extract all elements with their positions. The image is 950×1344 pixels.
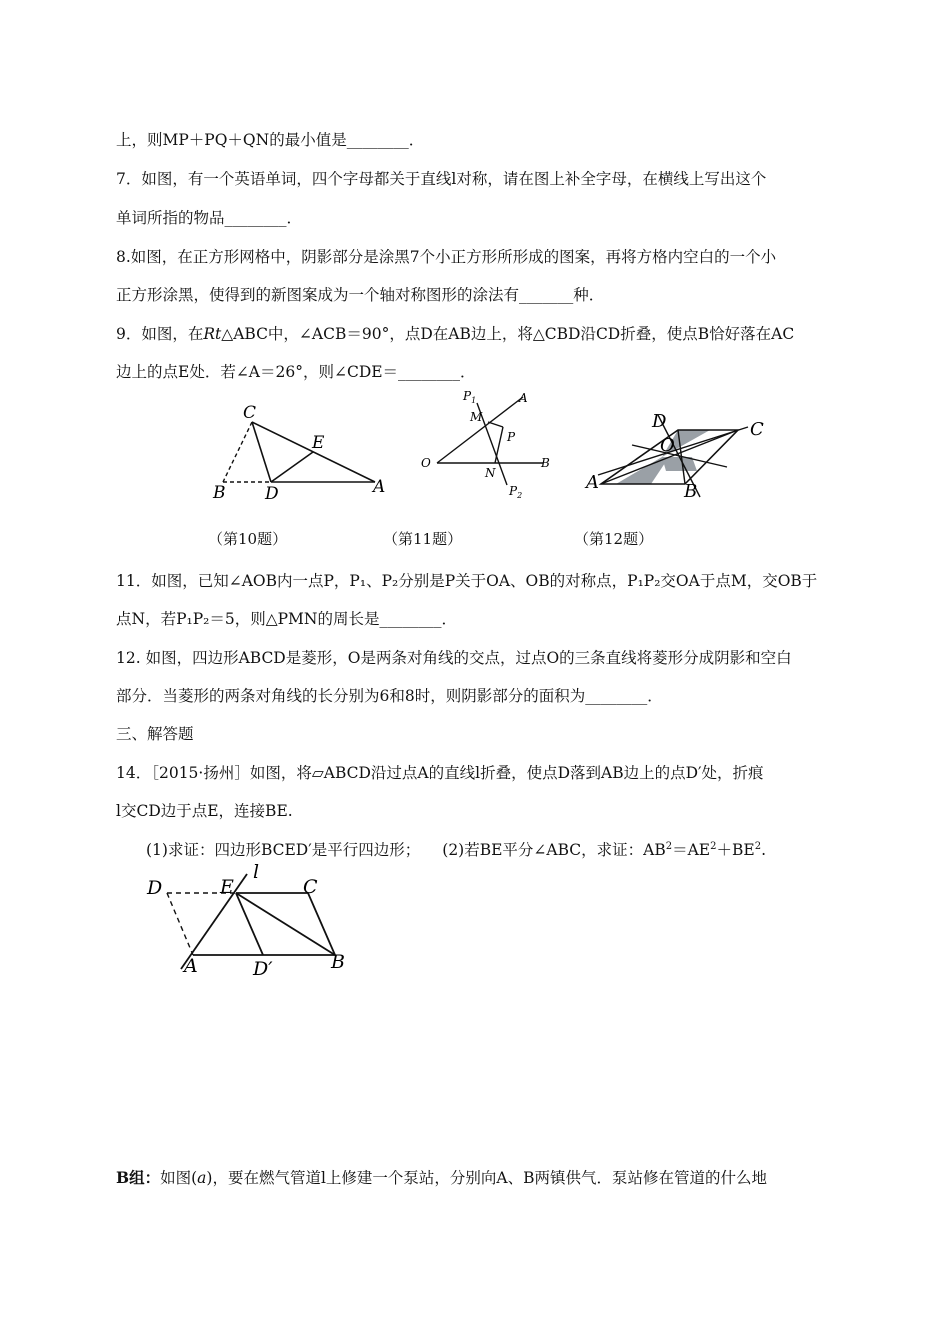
label-B: B [213,483,226,503]
label-E: E [220,876,234,898]
label-M: M [470,410,483,424]
label-P: P [507,430,516,444]
q7-line2: 单词所指的物品________． [116,209,303,227]
q14-line1: 14．［2015·扬州］如图，将▱ABCD沿过点A的直线l折叠，使点D落到AB边上的点D′处，折痕 [116,764,764,782]
caption-12: （第12题） [574,530,654,548]
q9-rt: Rt [203,325,222,343]
q14-end: . [761,841,767,859]
label-O: O [421,456,431,470]
label-P1-sub: 1 [471,396,477,405]
label-B: B [331,951,345,973]
figure-14 [140,862,370,987]
label-P2-sub: 2 [517,491,523,500]
figure-12 [580,405,780,505]
label-O: O [660,435,675,456]
svg-text:P2 [508,484,522,500]
q8-line2: 正方形涂黑，使得到的新图案成为一个轴对称图形的涂法有_______种． [116,286,605,304]
q9-line2: 边上的点E处．若∠A＝26°，则∠CDE＝________． [116,363,476,381]
label-D: D [652,411,667,432]
label-Dprime: D′ [253,958,273,980]
q8-line1: 8.如图，在正方形网格中，阴影部分是涂黑7个小正方形所形成的图案，再将方格内空白的一个小 [116,248,777,266]
q14-line2: l交CD边于点E，连接BE. [116,802,293,820]
label-C: C [750,419,764,440]
label-P2: P [509,484,518,498]
label-E: E [312,433,325,453]
q14-parts [146,838,766,860]
figure-10 [205,400,395,505]
q6-tail: 上，则MP＋PQ＋QN的最小值是________． [116,131,425,149]
q14-eq: ＝AE [672,841,711,859]
label-D: D [147,877,163,899]
label-A: A [519,391,528,405]
q9-prefix: 9．如图，在 [116,325,204,343]
group-b-a: a [197,1169,207,1187]
label-N: N [485,466,496,480]
sup-ae: 2 [710,840,717,852]
q14-part2-pre: (2)若BE平分∠ABC，求证：AB [442,841,666,859]
label-A: A [184,955,198,977]
label-B: B [684,481,698,502]
sup-ab: 2 [665,840,673,852]
group-b-text-post: )，要在燃气管道l上修建一个泵站，分别向A、B两镇供气．泵站修在管道的什么地 [206,1169,768,1187]
caption-10: （第10题） [208,530,288,548]
group-b-text-pre: 如图( [160,1169,198,1187]
q11-line1: 11．如图，已知∠AOB内一点P，P₁、P₂分别是P关于OA、OB的对称点，P₁P₂交OA于点M，交OB于 [116,572,818,590]
q9-rest: △ABC中，∠ACB＝90°，点D在AB边上，将△CBD沿CD折叠，使点B恰好落在AC [221,325,795,343]
label-P1: P [463,389,472,403]
q14-plus: ＋BE [716,841,755,859]
label-D: D [265,484,279,504]
label-B: B [541,456,550,470]
figure-11 [415,385,565,505]
q9-line1 [116,322,794,344]
svg-text:P1 [462,389,476,405]
section-heading: 三、解答题 [116,725,194,743]
label-C: C [303,876,318,898]
q11-line2: 点N，若P₁P₂＝5，则△PMN的周长是________． [116,610,457,628]
q12-line1: 12. 如图，四边形ABCD是菱形，O是两条对角线的交点，过点O的三条直线将菱形分成阴影和空白 [116,649,792,667]
label-A: A [586,472,599,493]
group-b-line [116,1166,767,1188]
q14-part1: (1)求证：四边形BCED′是平行四边形； [146,841,421,859]
caption-11: （第11题） [383,530,463,548]
label-A: A [373,477,386,497]
sup-be: 2 [754,840,762,852]
q7-line1: 7．如图，有一个英语单词，四个字母都关于直线l对称，请在图上补全字母，在横线上写出这个 [116,170,767,188]
label-l: l [253,861,260,883]
label-C: C [243,403,257,423]
q12-line2: 部分．当菱形的两条对角线的长分别为6和8时，则阴影部分的面积为________． [116,687,663,705]
group-b-label: B组： [116,1168,161,1187]
